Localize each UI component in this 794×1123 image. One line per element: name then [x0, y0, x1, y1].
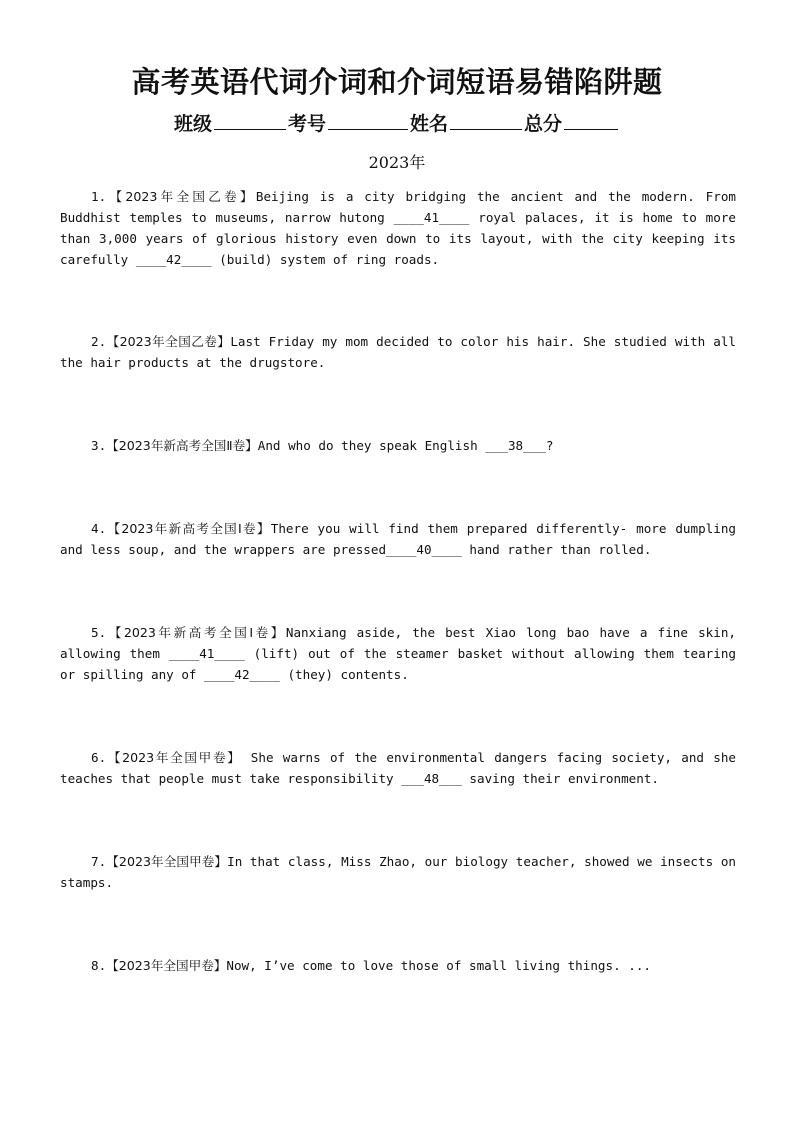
question-text: There you will find them prepared differently- more dumpling and less soup, and the wrappers are pressed____40____ hand rather than rolled.: [60, 521, 736, 557]
document-title: 高考英语代词介词和介词短语易错陷阱题: [131, 65, 663, 99]
question-text: In that class, Miss Zhao, our biology teacher, showed we insects on stamps.: [60, 854, 736, 890]
question-item: [60, 331, 736, 373]
question-source: 【2023年新高考全国Ⅱ卷】: [106, 438, 258, 453]
name-label: 姓名: [410, 113, 449, 135]
question-number: 3.: [91, 438, 107, 453]
class-label: 班级: [173, 113, 212, 135]
question-text: Last Friday my mom decided to color his hair. She studied with all the hair products at the drugstore.: [60, 334, 736, 370]
student-info-line: [0, 110, 794, 138]
exam-number-label: 考号: [287, 113, 326, 135]
question-source: 【2023年全国乙卷】: [106, 189, 256, 204]
question-source: 【2023年全国甲卷】: [106, 750, 242, 765]
question-number: 1.: [91, 189, 107, 204]
question-source: 【2023年新高考全国Ⅰ卷】: [106, 521, 271, 536]
question-number: 7.: [91, 854, 107, 869]
question-item: [60, 435, 736, 456]
question-text: Nanxiang aside, the best Xiao long bao have a fine skin, allowing them ____41____ (lift) out of the steamer basket without allowing them tearing or spilling any of ____42____ (they) contents.: [60, 625, 736, 682]
question-number: 2.: [91, 334, 107, 349]
question-number: 4.: [91, 521, 107, 536]
question-text: She warns of the environmental dangers facing society, and she teaches that people must take responsibility ___48___ saving their environment.: [60, 750, 736, 786]
question-source: 【2023年新高考全国Ⅰ卷】: [106, 625, 286, 640]
question-item: [60, 851, 736, 893]
question-item: [60, 747, 736, 789]
question-text: Beijing is a city bridging the ancient and the modern. From Buddhist temples to museums, narrow hutong ____41____ royal palaces, it is home to more than 3,000 years of glorious history even down to its layout, with the city keeping its carefully ____42____ (build) system of ring roads.: [60, 189, 736, 267]
question-text: Now, I’ve come to love those of small living things. ...: [226, 958, 651, 973]
question-number: 8.: [91, 958, 107, 973]
name-blank[interactable]: [450, 111, 522, 130]
question-text: And who do they speak English ___38___?: [257, 438, 554, 453]
question-item: [60, 186, 736, 270]
score-label: 总分: [524, 113, 563, 135]
question-source: 【2023年全国乙卷】: [106, 334, 231, 349]
question-number: 6.: [91, 750, 107, 765]
class-blank[interactable]: [214, 111, 286, 130]
question-number: 5.: [91, 625, 107, 640]
question-item: [60, 955, 736, 976]
year-heading: 2023年: [368, 153, 426, 172]
question-item: [60, 518, 736, 560]
question-item: [60, 622, 736, 685]
question-source: 【2023年全国甲卷】: [106, 958, 227, 973]
question-source: 【2023年全国甲卷】: [106, 854, 228, 869]
exam-number-blank[interactable]: [328, 111, 408, 130]
score-blank[interactable]: [564, 111, 618, 130]
